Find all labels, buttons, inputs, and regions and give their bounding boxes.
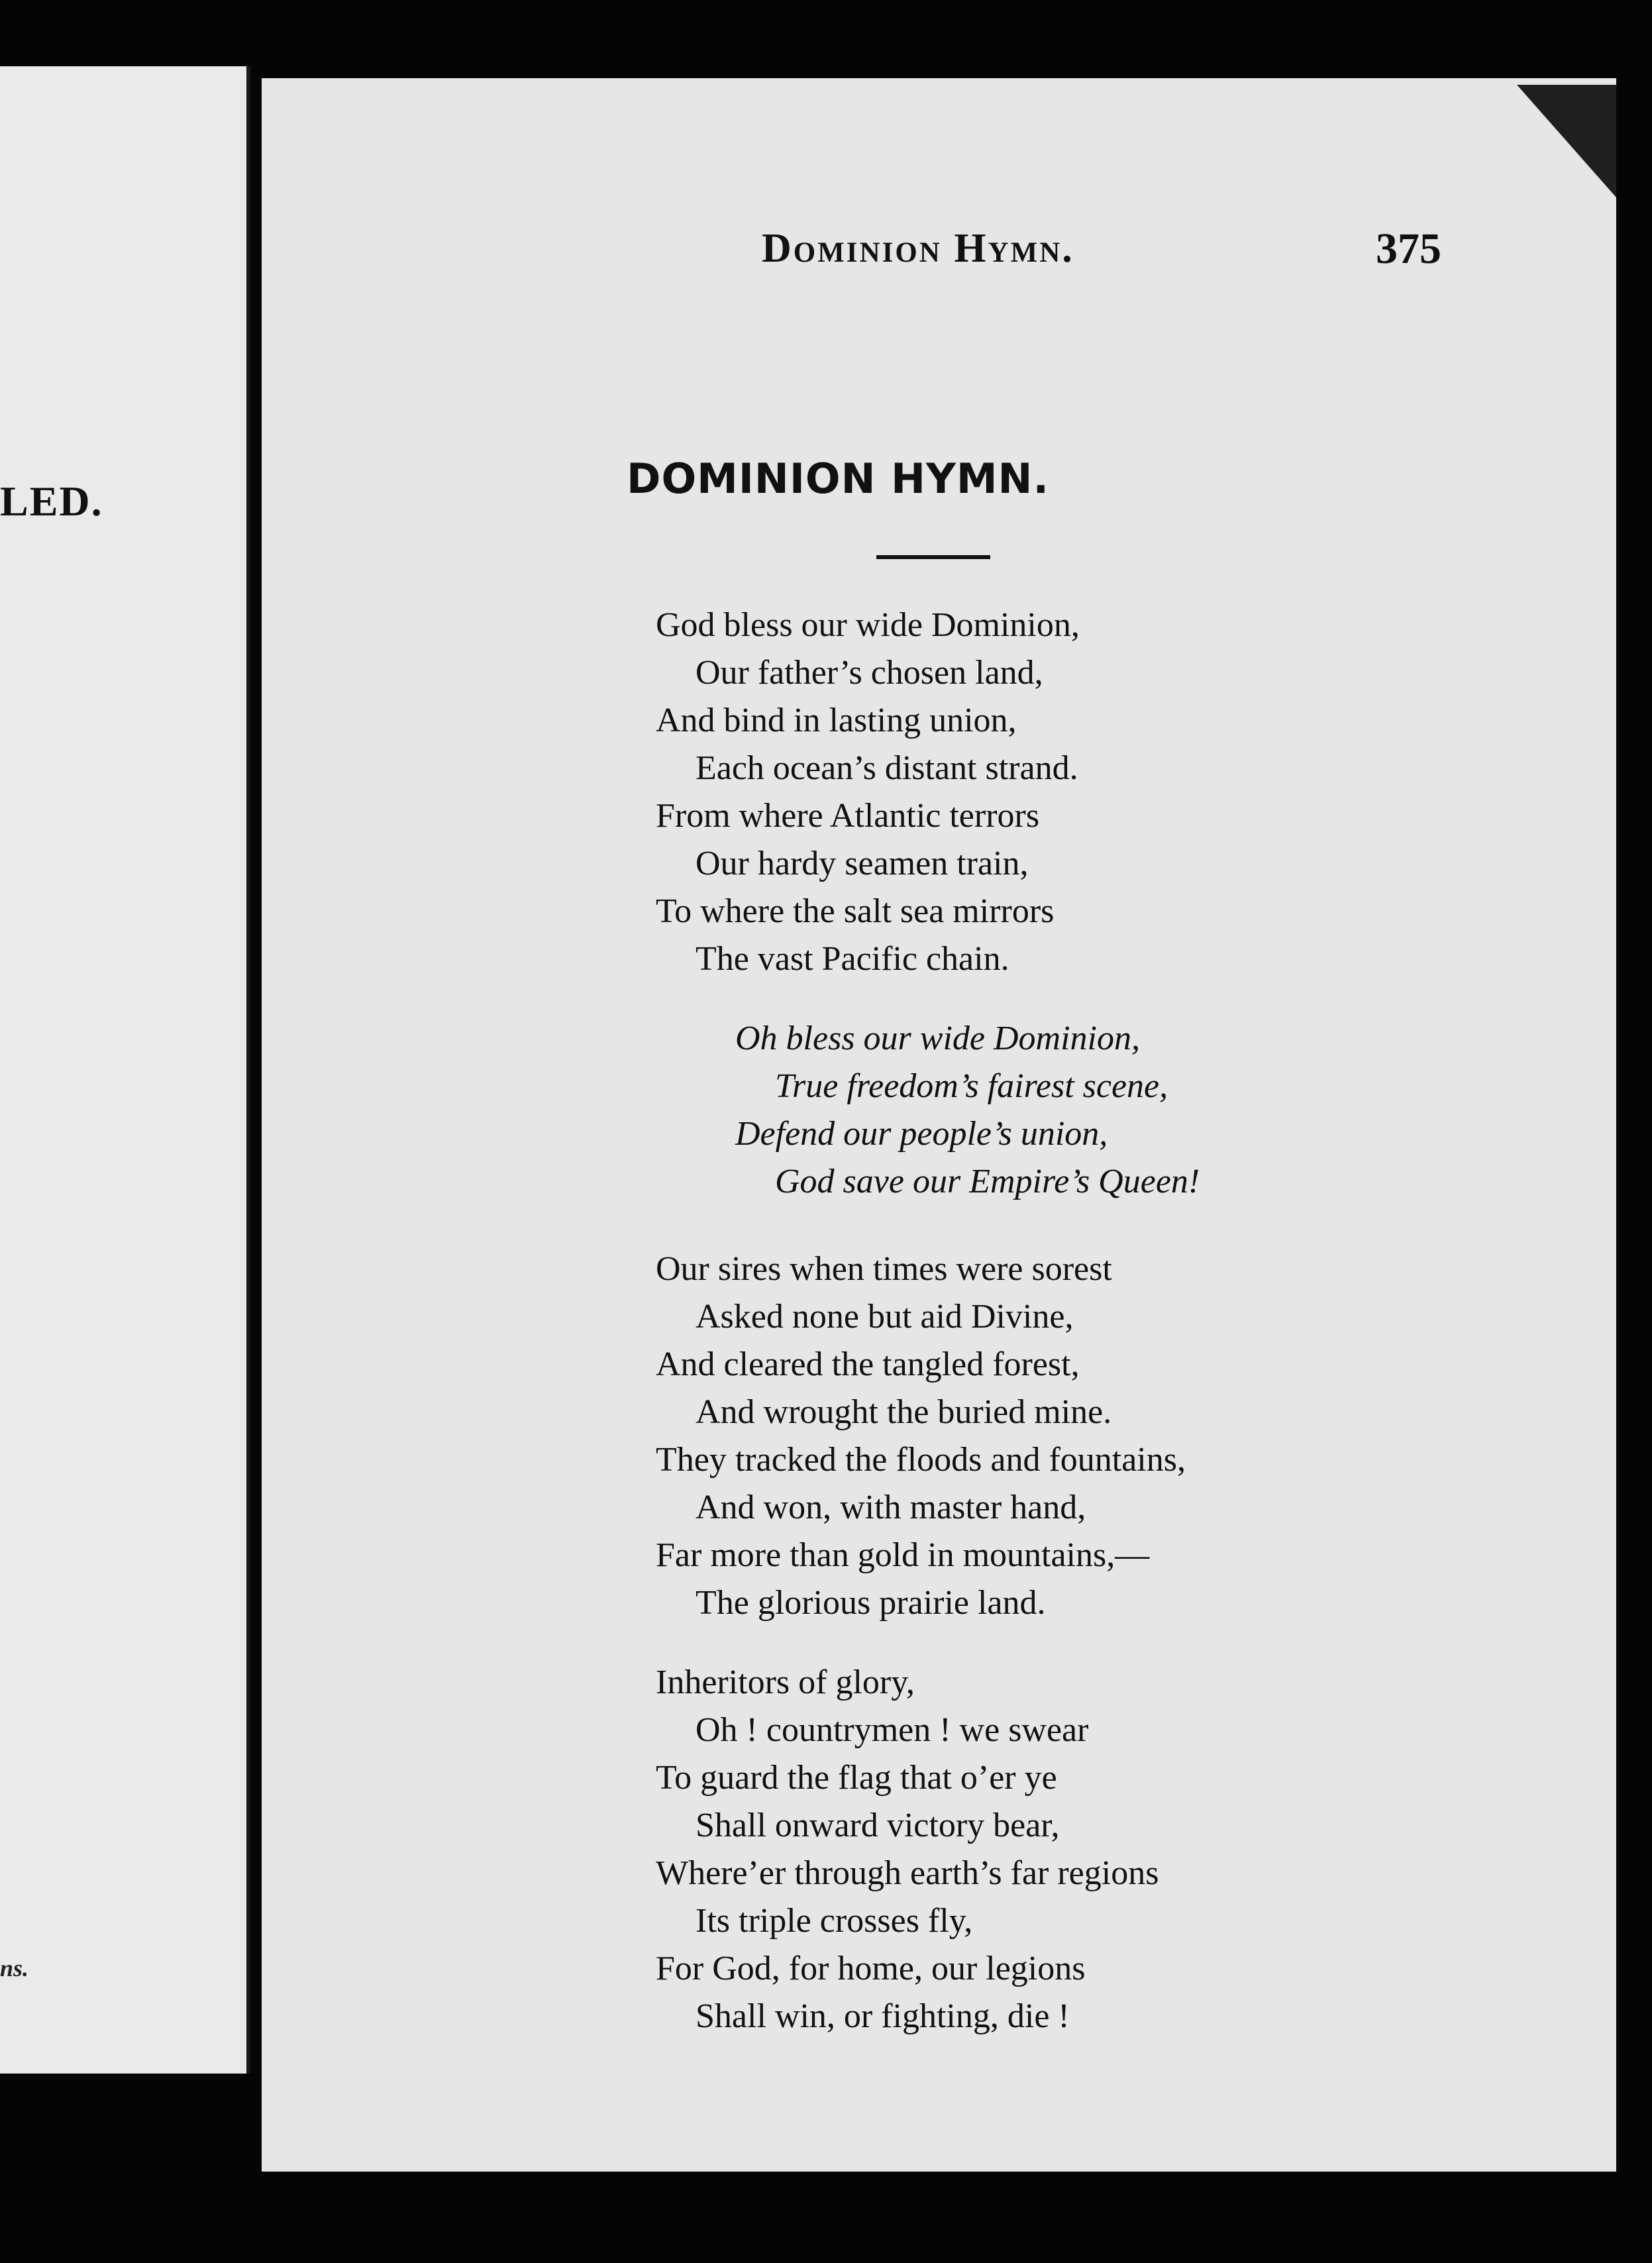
stanza-1 [656, 602, 1200, 983]
poem-line: And cleared the tangled forest, [656, 1345, 1080, 1383]
poem-line: They tracked the floods and fountains, [656, 1441, 1186, 1479]
running-head: Dominion Hymn. [762, 226, 1074, 271]
chorus-line: God save our Empire’s Queen! [775, 1163, 1200, 1200]
folded-corner [1517, 85, 1616, 197]
left-page [0, 66, 250, 2074]
poem-line: Asked none but aid Divine, [696, 1298, 1074, 1336]
poem-line: Our hardy seamen train, [696, 845, 1029, 882]
title-rule [876, 555, 990, 559]
poem-line: Far more than gold in mountains,— [656, 1536, 1150, 1574]
chorus-line: Oh bless our wide Dominion, [735, 1020, 1140, 1057]
poem-line: From where Atlantic terrors [656, 797, 1040, 835]
left-page-footer-fragment: ns. [0, 1955, 29, 1981]
poem-title: DOMINION HYMN. [627, 454, 1049, 503]
poem-line: Shall onward victory bear, [696, 1807, 1060, 1844]
poem-line: God bless our wide Dominion, [656, 606, 1080, 644]
poem-line: To where the salt sea mirrors [656, 892, 1055, 930]
poem-body [656, 602, 1200, 2072]
chorus-line: True freedom’s fairest scene, [775, 1067, 1168, 1105]
page-number: 375 [1376, 225, 1441, 273]
poem-line: And bind in lasting union, [656, 702, 1017, 739]
poem-line: The vast Pacific chain. [696, 940, 1009, 978]
poem-line: For God, for home, our legions [656, 1950, 1086, 1987]
poem-line: And wrought the buried mine. [696, 1393, 1112, 1431]
poem-line: To guard the flag that o’er ye [656, 1759, 1057, 1797]
poem-line: Oh ! countrymen ! we swear [696, 1711, 1089, 1749]
poem-line: And won, with master hand, [696, 1489, 1086, 1526]
chorus [656, 1015, 1200, 1206]
poem-line: Our father’s chosen land, [696, 654, 1043, 692]
stanza-3 [656, 1659, 1200, 2040]
poem-line: Where’er through earth’s far regions [656, 1854, 1159, 1892]
poem-line: Shall win, or fighting, die ! [696, 1997, 1070, 2035]
poem-line: The glorious prairie land. [696, 1584, 1046, 1622]
left-page-heading-fragment: LED. [0, 478, 103, 525]
stanza-2 [656, 1245, 1200, 1627]
poem-line: Each ocean’s distant strand. [696, 749, 1078, 787]
poem-line: Its triple crosses fly, [696, 1902, 973, 1940]
poem-line: Inheritors of glory, [656, 1663, 915, 1701]
chorus-line: Defend our people’s union, [735, 1115, 1108, 1153]
right-page [262, 78, 1616, 2172]
poem-line: Our sires when times were sorest [656, 1250, 1112, 1288]
